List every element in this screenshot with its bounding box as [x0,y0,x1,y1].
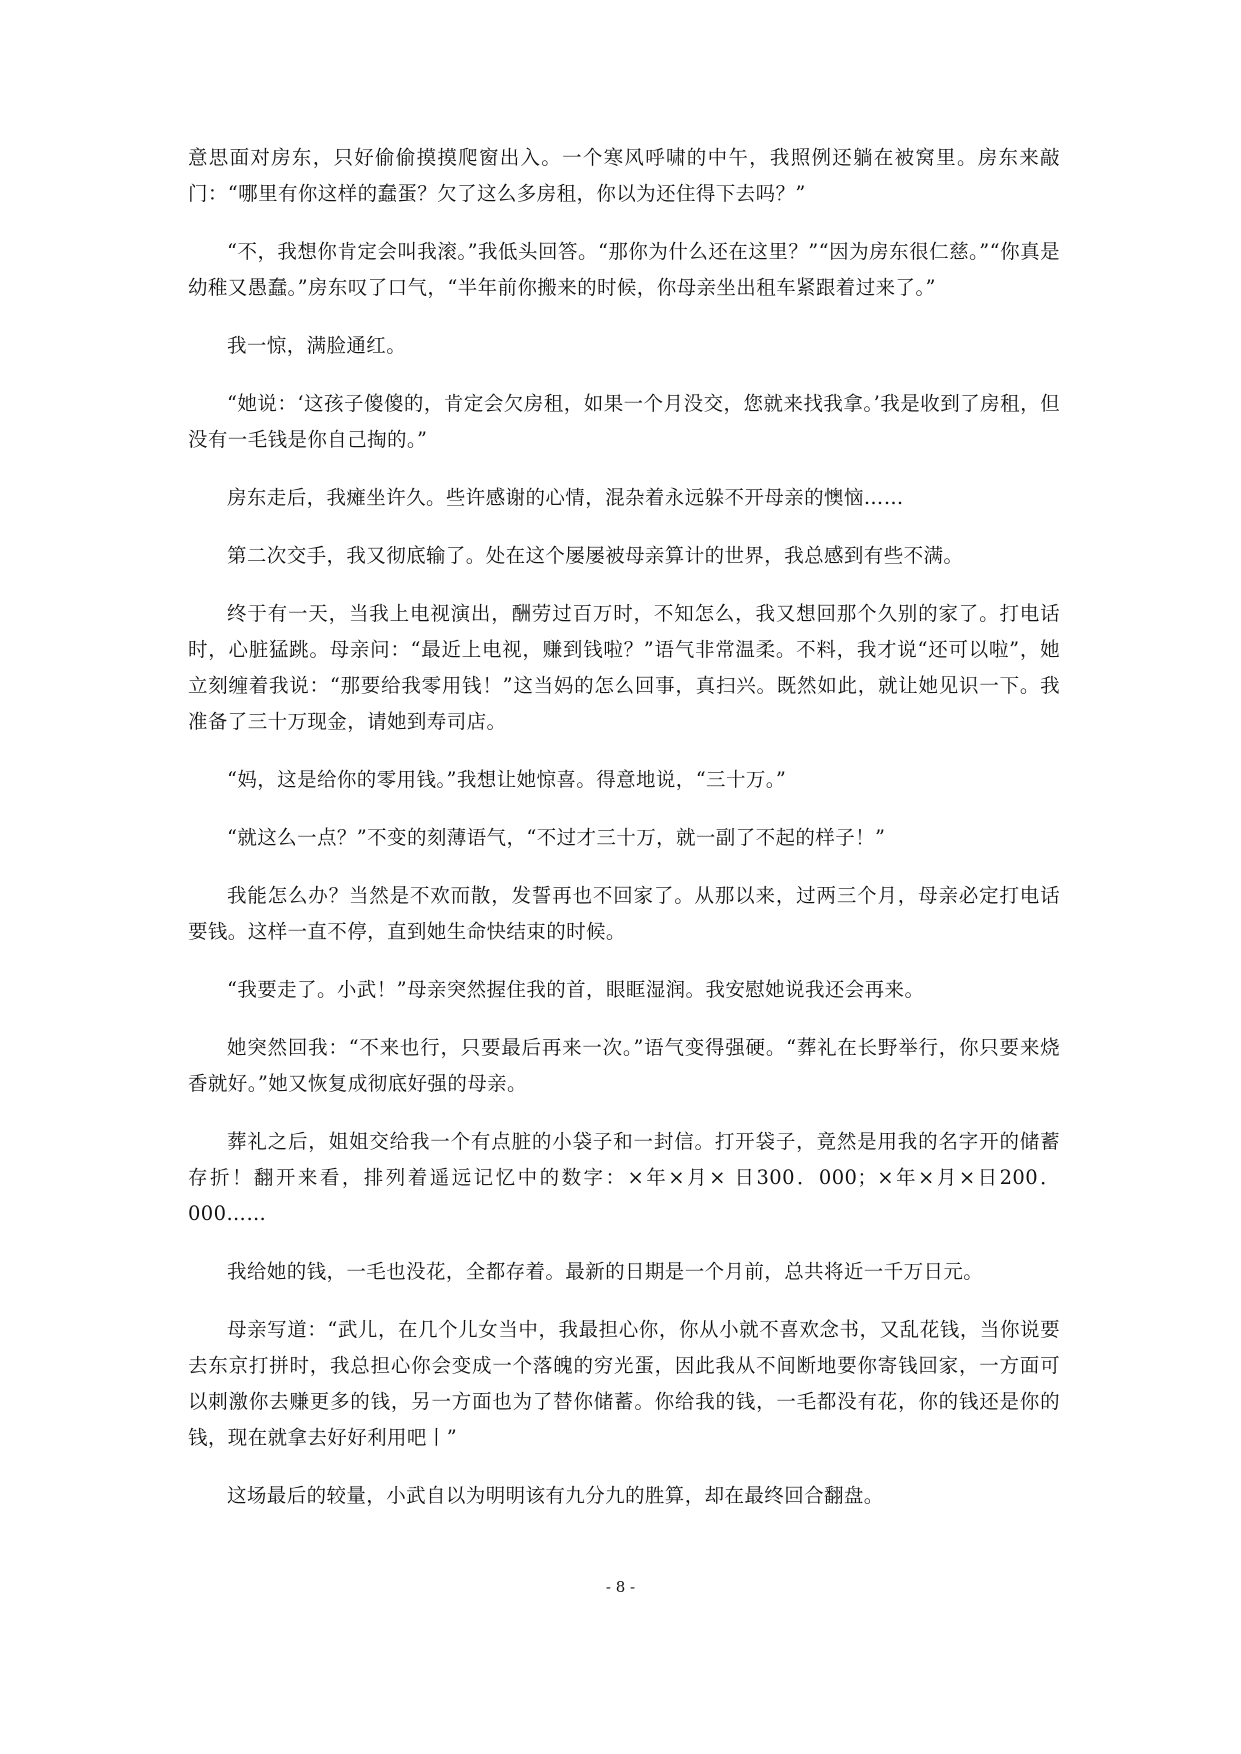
paragraph-12: 她突然回我：“不来也行，只要最后再来一次。”语气变得强硬。“葬礼在长野举行，你只要来烧香就好。”她又恢复成彻底好强的母亲。 [188,1036,1060,1095]
paragraph-16: 这场最后的较量，小武自以为明明该有九分九的胜算，却在最终回合翻盘。 [227,1484,884,1507]
paragraph-8: “妈，这是给你的零用钱。”我想让她惊喜。得意地说，“三十万。” [227,768,787,791]
paragraph-7: 终于有一天，当我上电视演出，酬劳过百万时，不知怎么，我又想回那个久别的家了。打电话时，心脏猛跳。母亲问：“最近上电视，赚到钱啦？”语气非常温柔。不料，我才说“还可以啦”，她立刻缠着我说：“那要给我零用钱！”这当妈的怎么回事，真扫兴。既然如此，就让她见识一下。我准备了三十万现金，请她到寿司店。 [188,602,1060,733]
paragraph-15: 母亲写道：“武儿，在几个儿女当中，我最担心你，你从小就不喜欢念书，又乱花钱，当你说要去东京打拼时，我总担心你会变成一个落魄的穷光蛋，因此我从不间断地要你寄钱回家，一方面可以刺激你去赚更多的钱，另一方面也为了替你储蓄。你给我的钱，一毛都没有花，你的钱还是你的钱，现在就拿去好好利用吧丨” [188,1318,1060,1449]
paragraph-14: 我给她的钱，一毛也没花，全都存着。最新的日期是一个月前，总共将近一千万日元。 [227,1260,984,1283]
page-number: - 8 - [605,1578,636,1596]
document-body [188,140,1060,1536]
paragraph-3: 我一惊，满脸通红。 [227,334,407,357]
paragraph-4: “她说：‘这孩子傻傻的，肯定会欠房租，如果一个月没交，您就来找我拿。’我是收到了房租，但没有一毛钱是你自己掏的。” [188,392,1060,451]
paragraph-1: 意思面对房东，只好偷偷摸摸爬窗出入。一个寒风呼啸的中午，我照例还躺在被窝里。房东来敲门：“哪里有你这样的蠢蛋？欠了这么多房租，你以为还住得下去吗？” [188,146,1060,205]
paragraph-9: “就这么一点？”不变的刻薄语气，“不过才三十万，就一副了不起的样子！” [227,826,886,849]
paragraph-11: “我要走了。小武！”母亲突然握住我的首，眼眶湿润。我安慰她说我还会再来。 [227,978,925,1001]
paragraph-5: 房东走后，我瘫坐许久。些许感谢的心情，混杂着永远躲不开母亲的懊恼…… [227,486,904,509]
paragraph-2: “不，我想你肯定会叫我滚。”我低头回答。“那你为什么还在这里？”“因为房东很仁慈。”“你真是幼稚又愚蠢。”房东叹了口气，“半年前你搬来的时候，你母亲坐出租车紧跟着过来了。” [188,240,1060,299]
paragraph-13: 葬礼之后，姐姐交给我一个有点脏的小袋子和一封信。打开袋子，竟然是用我的名字开的储蓄存折！翻开来看，排列着遥远记忆中的数字：×年×月× 日300．000；×年×月×日200．000…… [188,1130,1060,1225]
paragraph-10: 我能怎么办？当然是不欢而散，发誓再也不回家了。从那以来，过两三个月，母亲必定打电话要钱。这样一直不停，直到她生命快结束的时候。 [188,884,1060,943]
paragraph-6: 第二次交手，我又彻底输了。处在这个屡屡被母亲算计的世界，我总感到有些不满。 [227,544,964,567]
